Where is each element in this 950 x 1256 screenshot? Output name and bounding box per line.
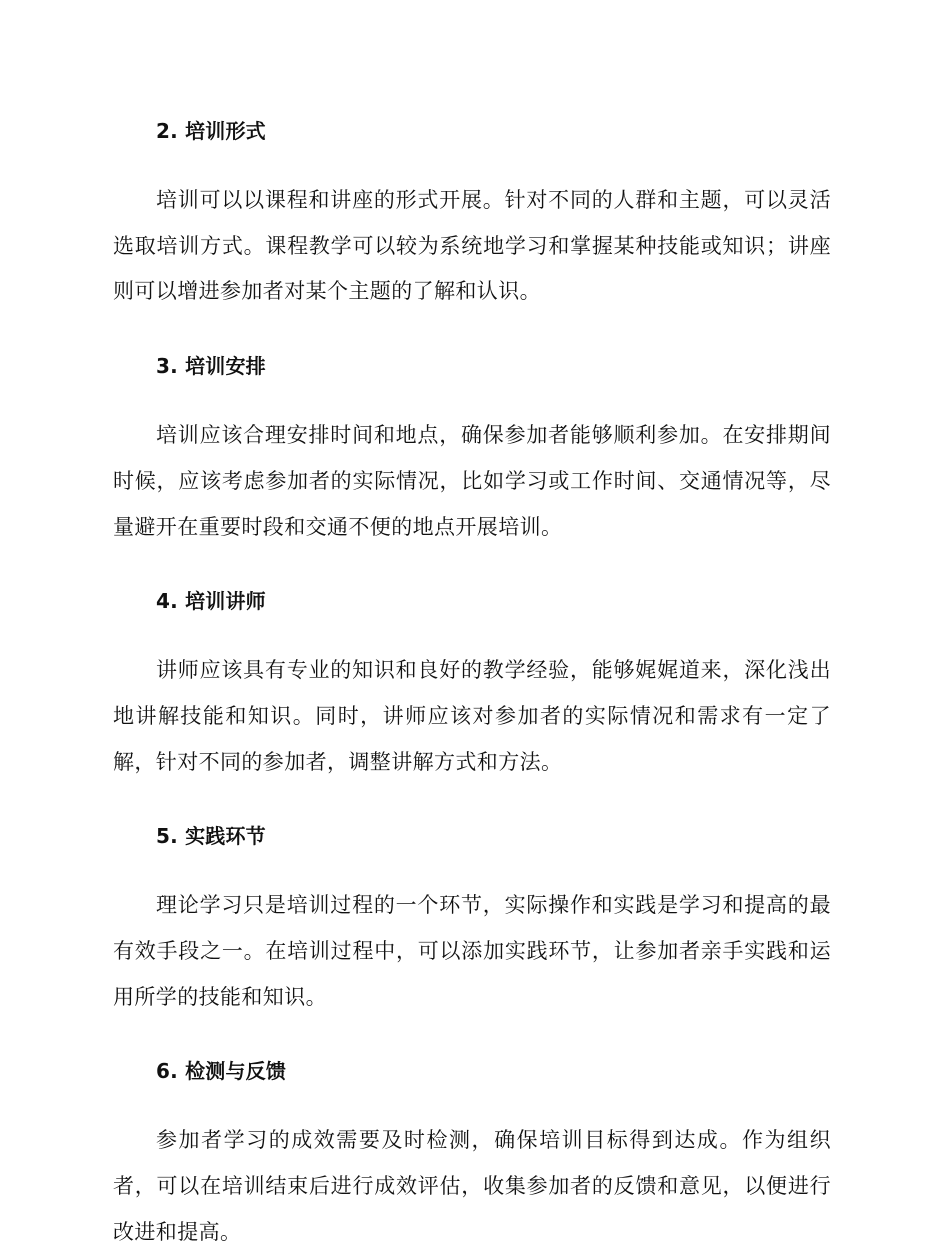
section-heading: 3. 培训安排 <box>156 354 266 379</box>
section-heading: 6. 检测与反馈 <box>156 1059 287 1084</box>
section-paragraph: 理论学习只是培训过程的一个环节，实际操作和实践是学习和提高的最有效手段之一。在培训过程中，可以添加实践环节，让参加者亲手实践和运用所学的技能和知识。 <box>113 893 831 1009</box>
document-body <box>113 108 831 1256</box>
section-training-format <box>113 108 831 315</box>
section-heading: 4. 培训讲师 <box>156 589 266 614</box>
section-paragraph: 培训应该合理安排时间和地点，确保参加者能够顺利参加。在安排期间时候，应该考虑参加者的实际情况，比如学习或工作时间、交通情况等，尽量避开在重要时段和交通不便的地点开展培训。 <box>113 423 831 539</box>
section-practice-session <box>113 813 831 1020</box>
section-testing-feedback <box>113 1048 831 1255</box>
section-training-arrangement <box>113 343 831 550</box>
section-paragraph: 培训可以以课程和讲座的形式开展。针对不同的人群和主题，可以灵活选取培训方式。课程教学可以较为系统地学习和掌握某种技能或知识；讲座则可以增进参加者对某个主题的了解和认识。 <box>113 188 831 304</box>
section-heading: 5. 实践环节 <box>156 824 266 849</box>
section-paragraph: 参加者学习的成效需要及时检测，确保培训目标得到达成。作为组织者，可以在培训结束后进行成效评估，收集参加者的反馈和意见，以便进行改进和提高。 <box>113 1128 831 1244</box>
section-training-lecturer <box>113 578 831 785</box>
section-heading: 2. 培训形式 <box>156 119 266 143</box>
section-paragraph: 讲师应该具有专业的知识和良好的教学经验，能够娓娓道来，深化浅出地讲解技能和知识。同时，讲师应该对参加者的实际情况和需求有一定了解，针对不同的参加者，调整讲解方式和方法。 <box>113 658 831 774</box>
